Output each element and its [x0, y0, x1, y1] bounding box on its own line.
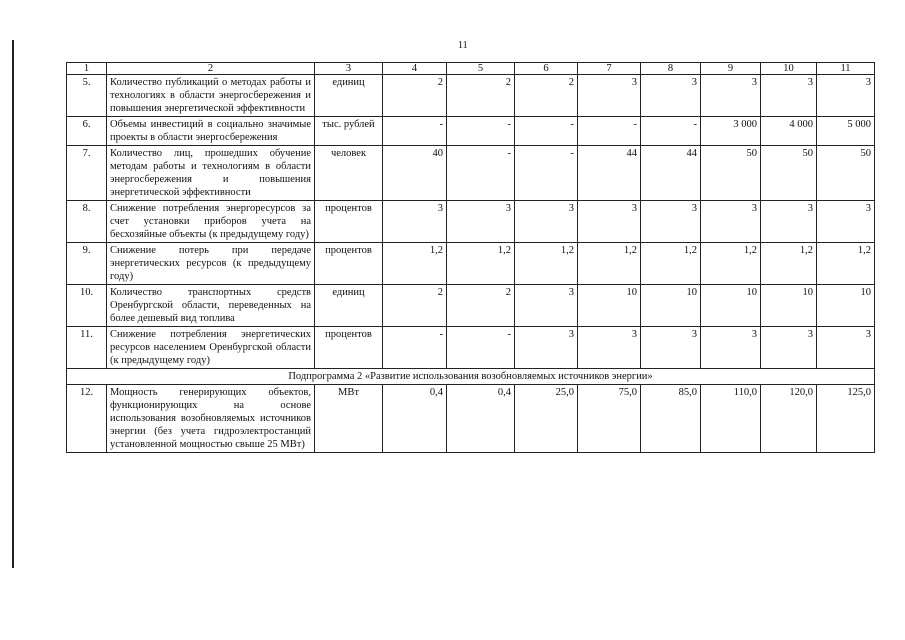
value-cell: 85,0 [641, 385, 701, 453]
unit-cell: процентов [315, 327, 383, 369]
value-cell: 1,2 [761, 243, 817, 285]
value-cell: 1,2 [515, 243, 578, 285]
value-cell: 3 [578, 327, 641, 369]
value-cell: 3 [641, 201, 701, 243]
indicator-name: Мощность генерирующих объектов, функционирующих на основе использования возобновляемых источников энергии (без учета гидроэлектростанций установленной мощностью свыше 25 МВт) [107, 385, 315, 453]
value-cell: 2 [447, 75, 515, 117]
value-cell: 44 [641, 146, 701, 201]
table-body [67, 63, 875, 453]
value-cell: 120,0 [761, 385, 817, 453]
value-cell: 10 [761, 285, 817, 327]
table-row [67, 327, 875, 369]
value-cell: 1,2 [701, 243, 761, 285]
table-row [67, 201, 875, 243]
subprogram-title: Подпрограмма 2 «Развитие использования возобновляемых источников энергии» [67, 369, 875, 385]
value-cell: 3 [701, 75, 761, 117]
row-number: 10. [67, 285, 107, 327]
value-cell: - [641, 117, 701, 146]
value-cell: - [447, 327, 515, 369]
unit-cell: тыс. рублей [315, 117, 383, 146]
value-cell: 2 [383, 285, 447, 327]
value-cell: 50 [761, 146, 817, 201]
indicator-name: Снижение потребления энергетических ресурсов населением Оренбургской области (к предыдущему году) [107, 327, 315, 369]
header-cell: 1 [67, 63, 107, 75]
value-cell: 50 [701, 146, 761, 201]
unit-cell: МВт [315, 385, 383, 453]
header-cell: 2 [107, 63, 315, 75]
table-row [67, 243, 875, 285]
value-cell: 1,2 [383, 243, 447, 285]
table-row [67, 285, 875, 327]
row-number: 5. [67, 75, 107, 117]
table-row [67, 146, 875, 201]
indicator-name: Объемы инвестиций в социально значимые проекты в области энергосбережения [107, 117, 315, 146]
row-number: 9. [67, 243, 107, 285]
row-number: 12. [67, 385, 107, 453]
header-row [67, 63, 875, 75]
indicator-name: Количество публикаций о методах работы и технологиях в области энергосбережения и повышения энергетической эффективности [107, 75, 315, 117]
header-cell: 7 [578, 63, 641, 75]
value-cell: 2 [383, 75, 447, 117]
value-cell: - [383, 117, 447, 146]
value-cell: 3 [761, 327, 817, 369]
value-cell: 0,4 [447, 385, 515, 453]
unit-cell: единиц [315, 285, 383, 327]
value-cell: 110,0 [701, 385, 761, 453]
indicator-name: Количество транспортных средств Оренбургской области, переведенных на более дешевый вид топлива [107, 285, 315, 327]
header-cell: 3 [315, 63, 383, 75]
table-row [67, 75, 875, 117]
value-cell: 3 [817, 75, 875, 117]
value-cell: - [578, 117, 641, 146]
value-cell: 3 [761, 75, 817, 117]
value-cell: 0,4 [383, 385, 447, 453]
header-cell: 10 [761, 63, 817, 75]
row-number: 7. [67, 146, 107, 201]
value-cell: 2 [447, 285, 515, 327]
value-cell: 3 [578, 75, 641, 117]
value-cell: - [447, 146, 515, 201]
page-edge-bar [12, 40, 14, 568]
header-cell: 11 [817, 63, 875, 75]
value-cell: 3 [817, 201, 875, 243]
row-number: 8. [67, 201, 107, 243]
value-cell: 3 [447, 201, 515, 243]
header-cell: 8 [641, 63, 701, 75]
value-cell: 10 [701, 285, 761, 327]
value-cell: 1,2 [817, 243, 875, 285]
table-row [67, 117, 875, 146]
indicators-table [66, 62, 875, 453]
header-cell: 4 [383, 63, 447, 75]
value-cell: 3 [641, 75, 701, 117]
value-cell: 3 [701, 327, 761, 369]
header-cell: 9 [701, 63, 761, 75]
value-cell: - [515, 117, 578, 146]
header-cell: 5 [447, 63, 515, 75]
value-cell: 10 [817, 285, 875, 327]
value-cell: - [383, 327, 447, 369]
value-cell: 3 [761, 201, 817, 243]
value-cell: 5 000 [817, 117, 875, 146]
value-cell: 50 [817, 146, 875, 201]
value-cell: 10 [578, 285, 641, 327]
value-cell: 10 [641, 285, 701, 327]
value-cell: 3 [817, 327, 875, 369]
unit-cell: человек [315, 146, 383, 201]
value-cell: 3 [383, 201, 447, 243]
header-cell: 6 [515, 63, 578, 75]
value-cell: 3 [641, 327, 701, 369]
page-number: 11 [458, 40, 468, 51]
value-cell: 2 [515, 75, 578, 117]
value-cell: 75,0 [578, 385, 641, 453]
value-cell: - [515, 146, 578, 201]
value-cell: 3 [515, 201, 578, 243]
value-cell: 1,2 [578, 243, 641, 285]
value-cell: 1,2 [641, 243, 701, 285]
value-cell: 4 000 [761, 117, 817, 146]
value-cell: 125,0 [817, 385, 875, 453]
value-cell: 3 [578, 201, 641, 243]
value-cell: 44 [578, 146, 641, 201]
subprogram-row [67, 369, 875, 385]
value-cell: 25,0 [515, 385, 578, 453]
value-cell: 1,2 [447, 243, 515, 285]
value-cell: - [447, 117, 515, 146]
value-cell: 3 [515, 285, 578, 327]
value-cell: 3 [701, 201, 761, 243]
value-cell: 3 000 [701, 117, 761, 146]
row-number: 6. [67, 117, 107, 146]
unit-cell: процентов [315, 201, 383, 243]
indicator-name: Количество лиц, прошедших обучение методам работы и технологиям в области энергосбережения и повышения энергетической эффективности [107, 146, 315, 201]
value-cell: 3 [515, 327, 578, 369]
row-number: 11. [67, 327, 107, 369]
indicator-name: Снижение потребления энергоресурсов за счет установки приборов учета на бесхозяйные объекты (к предыдущему году) [107, 201, 315, 243]
unit-cell: единиц [315, 75, 383, 117]
unit-cell: процентов [315, 243, 383, 285]
value-cell: 40 [383, 146, 447, 201]
indicator-name: Снижение потерь при передаче энергетических ресурсов (к предыдущему году) [107, 243, 315, 285]
table-row [67, 385, 875, 453]
